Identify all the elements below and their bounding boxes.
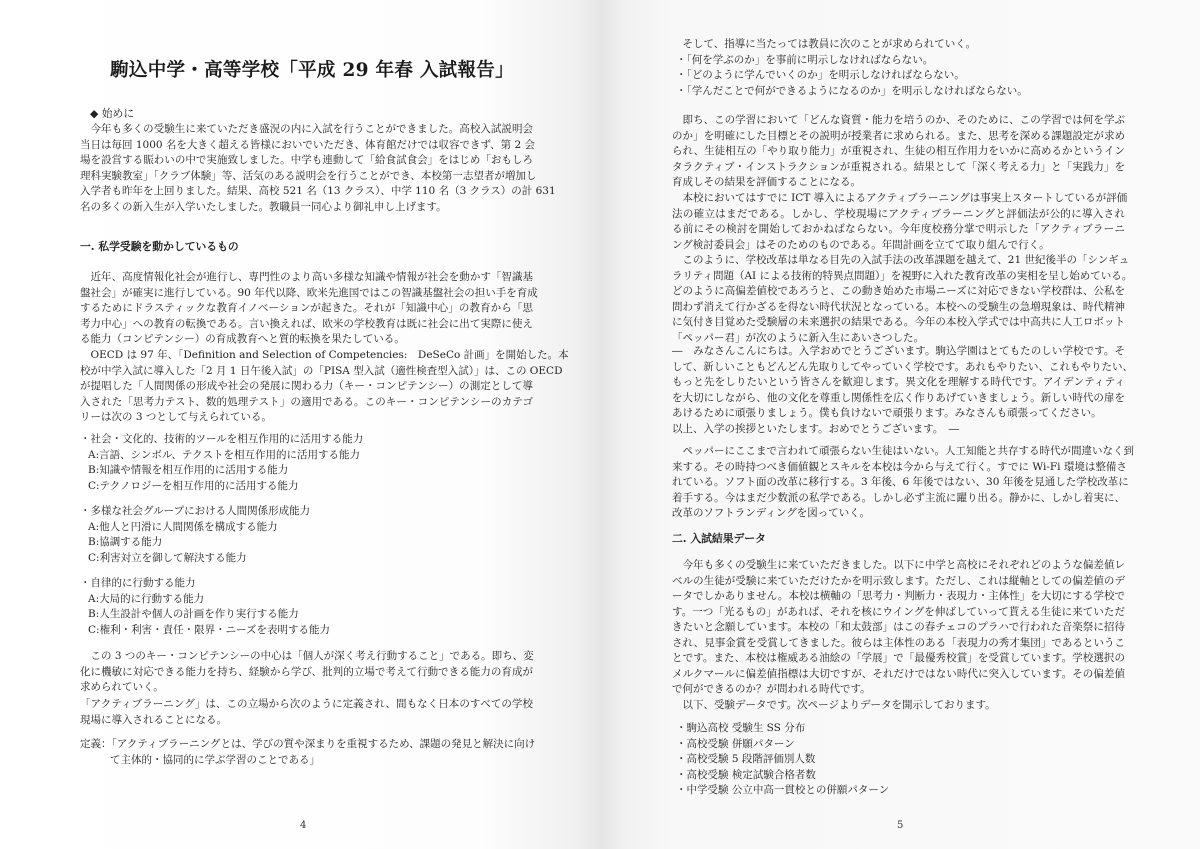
text-line: きたいと念願しています。本校の「和太鼓部」はこの春チェコのプラハで行われた音楽祭に招待 [672,621,1125,633]
list-item: ・駒込高校 受験生 SS 分布 [676,722,806,734]
text-line: タラクティブ・インストラクションが重視される。結果として「深く考える力」と「実践力」を [672,160,1125,173]
text-line: ペッパーにここまで言われて頑張らない生徒はいない。人工知能と共存する時代が間違いなく到 [682,445,1134,457]
text-line: 考力中心」への教育の転換である。言い換えれば、欧米の学校教育は既に社会に出て実際に使え [80,317,533,330]
list-item: ・高校受験 5 段階評価別人数 [676,753,816,765]
paragraph [672,558,1125,713]
text-line: 今年も多くの受験生に来ていただきました。以下に中学と高校にそれぞれどのような偏差値レ [682,559,1125,571]
competency-list [80,576,330,638]
text-line: もっと先をしりたいという皆さんを歓迎します。異文化を理解する時代です。アイデンティティ [672,376,1125,388]
text-line: リーは次の 3 つとして与えられている。 [80,411,272,423]
text-line: のか」を明確にした目標とその説明が授業者に求められる。また、思考を深める課題設定が求め [672,129,1125,142]
data-contents-list [672,721,889,799]
text-line: る前にその検討を開始しておかねばならない。今年度校務分掌で明示した「アクティブラーニ [672,223,1125,235]
page-number: 5 [897,820,904,831]
text-line: 定義：「アクティブラーニングとは、学びの質や深まりを重視するため、課題の発見と解決に向け [80,738,536,750]
text-line: 法の確立はまだである。しかし、学校現場にアクティブラーニングと評価法が公的に導入され [672,207,1125,220]
text-line: 「ペッパー君」が次のように新入生にあいさつした。 [672,331,924,344]
list-item: ・高校受験 併願パターン [676,737,795,750]
pepper-greeting-quote [672,344,1133,437]
definition [80,737,536,768]
list-item: ・社会・文化的、技術的ツールを相互作用的に活用する能力 [80,433,364,445]
text-line: ング検討委員会」はそのためのものである。年間計画を立てて取り組んで行く。 [672,238,1050,251]
list-subitem: B:協調する能力 [88,536,163,548]
list-subitem: C:権利・利害・責任・限界・ニーズを表明する能力 [88,623,331,636]
list-subitem: A:大局的に行動する能力 [88,592,205,605]
text-line: 現場に導入されることになる。 [80,713,227,726]
text-line: 入学者も昨年を上回りました。結果、高校 521 名（13 クラス）、中学 110 名（3 クラス）の計 631 [80,185,556,197]
list-subitem: C:テクノロジーを相互作用的に活用する能力 [88,479,299,492]
paragraph [672,191,1128,253]
text-line: 着手する。今はまだ少数派の私学である。しかし必ず主流に躍り出る。静かに、しかし着実に、 [672,491,1125,504]
list-subitem: B:人生設計や個人の計画を作り実行する能力 [88,608,299,620]
text-line: 当日は毎回 1000 名を大きく超える皆様においでいただき、体育館だけでは収容できず、第 2 会 [80,138,535,151]
list-item: ・「どのように学んでいくのか」を明示しなければならない。 [676,69,965,81]
list-item: ・自律的に行動する能力 [80,577,196,589]
text-line: するためにドラスティックな教育イノベーションが起きた。それが「知識中心」の教育から「思 [80,302,533,314]
text-line: そして、指導に当たっては教員に次のことが求められていく。 [682,38,977,50]
text-line: 入された「思考力テスト、数的処理テスト」の適用である。このキー・コンピテンシーのカテゴ [80,395,533,408]
text-line: に気付き目覚めた受験層の未来選択の結果である。今年の本校入学式では中高共に人工ロボット [672,316,1125,328]
list-subitem: C:利害対立を御して解決する能力 [88,551,247,564]
list-item: ・「何を学ぶのか」を事前に明示しなければならない。 [676,53,934,66]
text-line: 育成しその結果を評価することになる。 [672,176,861,188]
document-title: 駒込中学・高等学校「平成 29 年春 入試報告」 [110,60,514,81]
text-line: 校が中学入試に導入した「2 月 1 日午後入試」の「PISA 型入試（適性検査型入試）」は、この OECD [80,364,563,377]
text-line: 今年も多くの受験生に来ていただき盛況の内に入試を行うことができました。高校入試説明会 [90,123,533,135]
text-line: ベルの生徒が受験に来ていただけたかを明示致します。ただし、これは縦軸としての偏差値のデ [672,574,1125,587]
text-line: OECD は 97 年、「Definition and Selection of Competencies: DeSeCo 計画」を開始した。本 [90,349,569,361]
text-line: このように、学校改革は単なる目先の入試手法の改革課題を越えて、21 世紀後半の「シンギュ [682,254,1130,266]
text-line: る能力（コンピテンシー）の育成教育へと質的転換を果たしている。 [80,333,405,345]
list-item: ・中学受験 公立中高一貫校との併願パターン [676,784,890,796]
text-line: 来する。その時持つべき価値観とスキルを本校は今から与えて行く。すでに Wi-Fi 環境は整備さ [672,460,1127,473]
text-line: 近年、高度情報化社会が進行し、専門性のより高い多様な知識や情報が社会を動かす「智識基 [90,271,533,283]
competency-list [80,504,310,566]
competency-list [80,432,363,494]
paragraph [672,253,1133,346]
text-line: を大切にしながら、他の文化を尊重し関係性を広く作りあげていきましょう。新しい時代の扉を [672,391,1125,404]
text-line: ラリティ問題（AI による技術的特異点問題）」を視野に入れた教育改革の実相を呈し始めている。 [672,269,1133,282]
text-line: ータでしかありません。本校は横軸の「思考力・判断力・表現力・主体性」を大切にする学校で [672,590,1125,602]
page-number: 4 [300,820,307,831]
paragraph [80,348,569,426]
text-line: れている。ソフト面の改革に移行する。3 年後、6 年後ではない、30 年後を見通した学校改革に [672,476,1129,488]
requirements-list [672,37,1028,99]
list-item: ・多様な社会グループにおける人間関係形成能力 [80,505,311,517]
text-line: あけるために頑張りましょう。僕も負けないで頑張ります。みなさんも頑張ってください。 [672,407,1102,419]
text-line: ― みなさんこんにちは。入学おめでとうございます。駒込学園はとてもたのしい学校です。そ [672,345,1125,357]
text-line: 場を設営する賑わいの中で実施致しました。中学も連動して「給食試食会」をはじめ「おもしろ [80,154,533,166]
text-line: 理科実験教室」「クラブ体験」等、活気のある説明会を行うことができ、本校第一志望者が増加し [80,169,537,182]
text-line: どのように高偏差値校であろうと、この動き始めた市場ニーズに対応できない学校群は、公私を [672,285,1125,297]
text-line: 以上、入学の挨拶といたします。おめでとうございます。 ― [672,422,960,435]
intro-heading: ◆ 始めに [90,107,135,120]
paragraph [80,270,538,348]
list-item: ・高校受験 検定試験合格者数 [676,768,816,781]
text-line: して、新しいこともどんどん先取りしてやっていく学校です。あれもやりたい、これもやりたい、 [672,360,1133,373]
list-subitem: B:知識や情報を相互作用的に活用する能力 [88,464,289,476]
list-subitem: A:言語、シンボル、テクストを相互作用的に活用する能力 [88,448,360,461]
text-line: 化に機敏に対応できる能力を持ち、経験から学び、批判的立場で考えて行動できる能力の育成が [80,665,533,678]
text-line: で何ができるのか？が問われる時代です。 [672,683,871,695]
text-line: 名の多くの新入生が入学いたしました。教職員一同心より御礼申し上げます。 [80,200,447,213]
text-line: メルクマールに偏差値指標は大切ですが、それだけではない時代に突入しています。その偏差値 [672,667,1125,680]
text-line: され、見事金賞を受賞してきました。彼らは主体性のある「表現力の秀才集団」であるというこ [672,636,1125,649]
text-line: て主体的・協同的に学ぶ学習のことである」 [110,753,320,766]
list-subitem: A:他人と円滑に人間関係を構成する能力 [88,520,278,533]
text-line: 「アクティブラーニング」は、この立場から次のように定義され、間もなく日本のすべての学校 [80,698,533,710]
section-heading: 一. 私学受験を動かしているもの [80,240,239,253]
text-line: 改革のソフトランディングを図っていく。 [672,507,871,519]
text-line: が提唱した「人間関係の形成や社会の発展に関わる力（キー・コンピテンシー）の測定として導 [80,380,533,392]
right-page [600,0,1200,849]
text-line: 即ち、この学習において「どんな資質・能力を培うのか、そのために、この学習では何を学ぶ [682,114,1125,126]
list-item: ・「学んだことで何ができるようになるのか」を明示しなければならない。 [676,84,1028,97]
intro-paragraph [80,122,556,215]
text-line: この 3 つのキー・コンピテンシーの中心は「個人が深く考え行動すること」である。即ち、変 [90,650,534,662]
paragraph [80,697,533,728]
text-line: 求められていく。 [80,681,164,693]
text-line: 以下、受験データです。次ページよりデータを開示しております。 [682,698,996,711]
text-line: られ、生徒相互の「やり取り能力」が重視され、生徒の相互作用力をいかに高めるかというイン [672,145,1125,157]
paragraph [672,444,1134,522]
paragraph [672,113,1125,191]
section-heading: 二. 入試結果データ [672,532,766,545]
text-line: とです。また、本校は権威ある油絵の「学展」で「最優秀校賞」を受賞しています。学校選択の [672,652,1125,664]
text-line: 問わず消えて行かざるを得ない時代状況となっている。本校への受験生の急増現象は、時代精神 [672,300,1125,313]
paragraph [80,649,533,696]
text-line: 本校においてはすでに ICT 導入によるアクティブラーニングは事実上スタートしているが評価 [682,192,1128,204]
text-line: す。一つ「光るもの」があれば、それを核にウイングを伸ばしていって貰える生徒に来ていただ [672,605,1125,618]
text-line: 盤社会」が確実に進行している。90 年代以降、欧米先進国ではこの智識基盤社会の担い手を育成 [80,286,538,299]
